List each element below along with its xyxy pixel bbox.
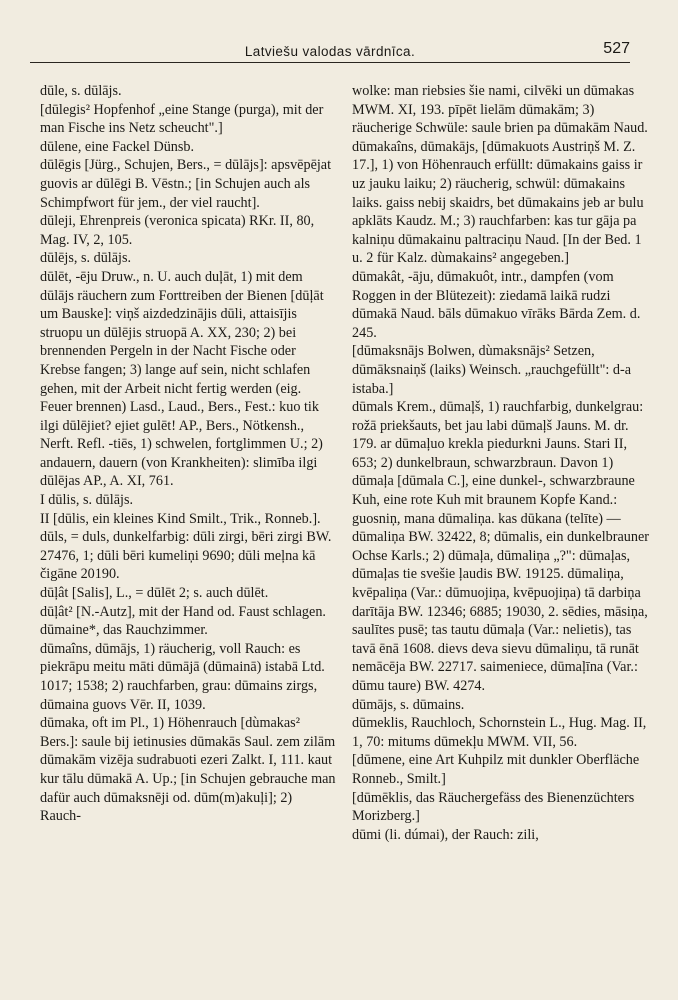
left-column bbox=[40, 82, 336, 826]
entry-dulet: dūlēt, -ēju Druw., n. U. auch duļāt, 1) mit dem dūlājs räuchern zum Forttreiben der Bienen [dūļāt um Bauske]: viņš aizdedzinājis dūli, attaisījis struopu un dūlējis struopā A. XX, 230; 2) bei brennenden Pergeln in der Nacht Fische oder Krebse fangen; 3) lange auf sein, nicht schlafen gehen, mit der Arbeit nicht fertig werden (eig. Feuer brennen) Lasd., Laud., Bers., Fest.: kuo tik ilgi dūlējiet? ejiet gulēt! AP., Bers., Nötkensh., Nerft. Refl. -tiēs, 1) schwelen, fortglimmen U.; 2) andauern, dauern (von Krankheiten): slimība ilgi dūlējas AP., A. XI, 761. bbox=[40, 268, 324, 490]
entry-dulis-2: II [dūlis, ein kleines Kind Smilt., Trik., Ronneb.]. bbox=[40, 510, 321, 527]
entry-dumaka: dūmaka, oft im Pl., 1) Höhenrauch [dùmakas² Bers.]: saule bij ietinusies dūmakās Saul. zem zilām dūmakām vizēja sudrabuoti ezeri Zalkt. I, 111. kaut kur tālu dūmakā A. Up.; [in Schujen gebrauche man dafür auch dūmaksnēji od. dūm(m)akuļi]; 2) Rauch- bbox=[40, 715, 336, 825]
entry-dumajs: dūmājs, s. dūmains. bbox=[352, 696, 465, 713]
entry-duleji: dūleji, Ehrenpreis (veronica spicata) RKr. II, 80, Mag. IV, 2, 105. bbox=[40, 213, 315, 248]
entry-dumaine: dūmaine*, das Rauchzimmer. bbox=[40, 622, 208, 639]
entry-dumeklis-2: [dūmēklis, das Räuchergefäss des Bienenzüchters Morizberg.] bbox=[352, 789, 635, 825]
entry-dulegis: dūlēgis [Jürg., Schujen, Bers., = dūlājs]: apsvēpējat guovis ar dūlēgi B. Vēstn.; [in Schujen auch als Schimpfwort für jem., der viel raucht]. bbox=[40, 157, 332, 211]
entry-dumakains: dūmakaîns, dūmakājs, [dūmakuots Austriņš M. Z. 17.], 1) von Höhenrauch erfüllt: dūmakains gaiss ir uz jauku laiku; 2) räucherig, schwül: dūmakains laiks. gaiss nebij skaidrs, bet dūmakains jeb ar bulu apklāts Kaudz. M.; 3) rauchfarben: kas tur gāja pa kalniņu dūmakainu paltraciņu Naud. [In der Bed. 1 u. 2 für Kalz. dùmakains² angegeben.] bbox=[352, 138, 644, 267]
entry-dumaka-cont: wolke: man riebsies šie nami, cilvēki un dūmakas MWM. XI, 193. pīpēt lielām dūmakām; 3) räucherige Schwüle: saule brien pa dūmakām Naud. bbox=[352, 83, 648, 137]
entry-dumains: dūmaîns, dūmājs, 1) räucherig, voll Rauch: es piekrāpu meitu māti dūmājā (dūmainā) istabā Ltd. 1017; 1538; 2) rauchfarben, grau: dūmains zirgs, dūmaina guovs Vēr. II, 1039. bbox=[40, 640, 325, 713]
entry-dumaksnajs: [dūmaksnājs Bolwen, dùmaksnājs² Setzen, dūmāksnaiņš (laiks) Weinsch. „rauchgefüllt": d-a istaba.] bbox=[352, 343, 631, 397]
entry-dumi: dūmi (li. dúmai), der Rauch: zili, bbox=[352, 826, 539, 843]
entry-dulis-1: I dūlis, s. dūlājs. bbox=[40, 492, 134, 509]
running-title: Latviešu valodas vārdnīca. bbox=[244, 44, 416, 59]
entry-duls: dūls, = duls, dunkelfarbig: dūli zirgi, bēri zirgi BW. 27476, 1; dūli bēri kumeliņi 9690; dūli meļna kā čigāne 20190. bbox=[40, 529, 332, 583]
page-header bbox=[30, 38, 630, 63]
entry-dumene: [dūmene, eine Art Kuhpilz mit dunkler Oberfläche Ronneb., Smilt.] bbox=[352, 752, 640, 787]
entry-dulejs: dūlējs, s. dūlājs. bbox=[40, 250, 132, 267]
page-number: 527 bbox=[603, 40, 630, 57]
entry-dulat-2: dūļât² [N.-Autz], mit der Hand od. Faust schlagen. bbox=[40, 603, 326, 620]
entry-dulat: dūļât [Salis], L., = dūlēt 2; s. auch dūlēt. bbox=[40, 585, 269, 602]
entry-dulene: dūlene, eine Fackel Dünsb. bbox=[40, 138, 195, 155]
entry-dulegis-bracket: [dūlegis² Hopfenhof „eine Stange (purga), mit der man Fische ins Netz scheucht".] bbox=[40, 101, 324, 137]
entry-dumals: dūmals Krem., dūmaļš, 1) rauchfarbig, dunkelgrau: rožā priekšauts, bet jau labi dūmaļš Jauns. M. dr. 179. ar dūmaļuo krekla piedurkni Jauns. Stari II, 653; 2) dunkelbraun, schwarzbraun. Davon 1) dūmaļa [dūmala C.], eine dunkel-, schwarzbraune Kuh, eine rote Kuh mit braunem Kopfe Kand.: guosniņ, mana dūmaliņa. kas dūkana (telīte) — dūmaliņa BW. 32422, 8; dūmalis, ein dunkelbrauner Ochse Karls.; 2) dūmaļa, dūmaliņa „?": dūmaļas, dūmaļas tie svešie ļaudis BW. 19125. dūmaliņa, kvēpaliņa (Var.: dūmuojiņa, kvēpuojiņa) tā darbiņa darītāja BW. 12346; 6885; 19030, 2. sēdies, māsiņa, saulītes pusē; tas tautu dūmaļa (Var.: nelietis), tas tavā ēnā 1608. dievs deva sievu dūmaliņu, tā runāt nemācēja BW. 22717. saimeniece, dūmaļīna (Var.: dūmu taure) BW. 4274. bbox=[352, 399, 649, 694]
entry-dule: dūle, s. dūlājs. bbox=[40, 83, 122, 99]
right-column bbox=[352, 82, 650, 844]
entry-dumeklis: dūmeklis, Rauchloch, Schornstein L., Hug. Mag. II, 1, 70: mitums dūmekļu MWM. VII, 56. bbox=[352, 715, 647, 750]
entry-dumakat: dūmakât, -āju, dūmakuôt, intr., dampfen (vom Roggen in der Blütezeit): ziedamā laikā rudzi dūmakā Naud. bāls dūmakuo vīrāks Bārda Zem. d. 245. bbox=[352, 268, 641, 341]
